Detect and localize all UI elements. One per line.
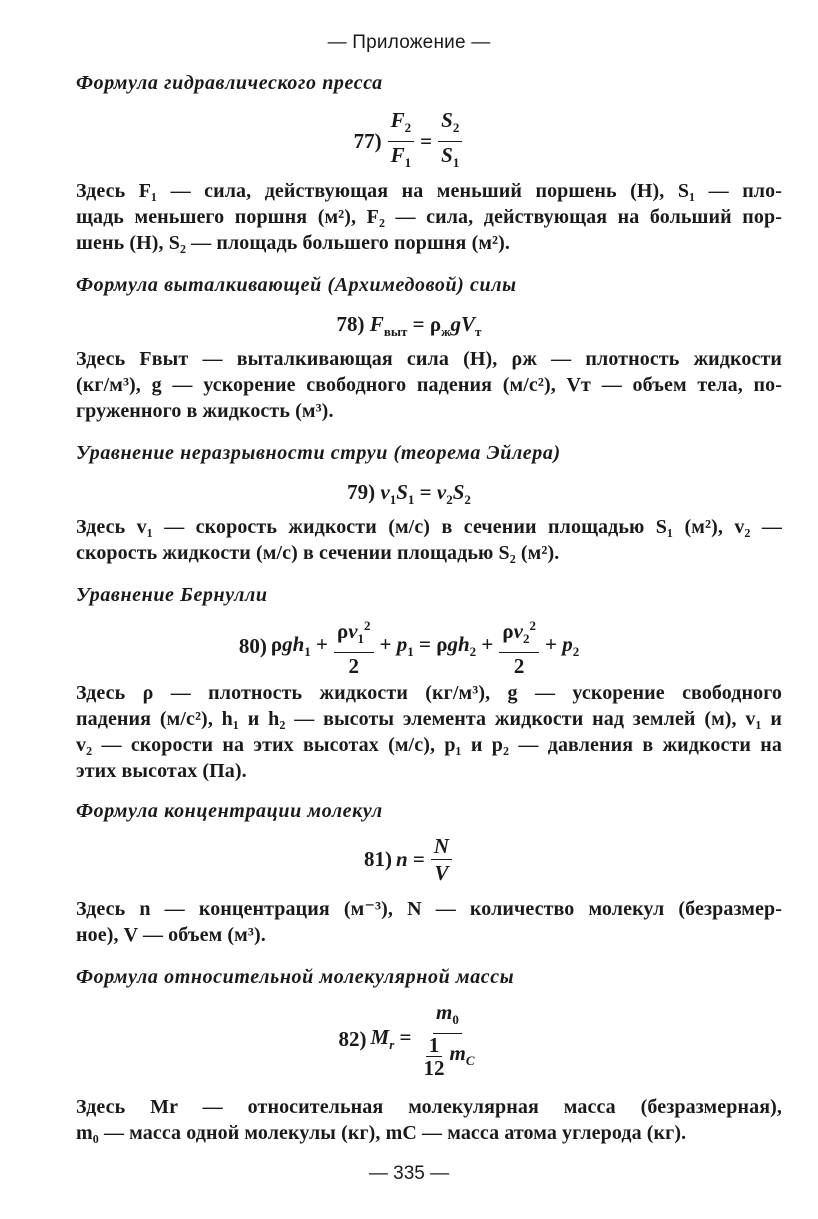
formula-number: 78)	[336, 312, 365, 336]
paragraph-line: груженного в жидкость (м³).	[76, 400, 334, 422]
fraction: $\frac{N}{V}$	[431, 834, 452, 885]
fraction: $\frac{S_2}{S_1}$	[438, 108, 462, 175]
paragraph-line: шень (Н), S₂ — площадь большего поршня (м²).	[76, 232, 511, 254]
formula: 81) n = $\frac{N}{V}$	[0, 834, 818, 885]
paragraph-line: (кг/м³), g — ускорение свободного падения (м/с²), Vт — объем тела, по-	[76, 374, 782, 396]
fraction: $\frac{\rho v_2^2}{2}$	[499, 614, 539, 678]
paragraph-line: v₂ — скорости на этих высотах (м/с), p₁ и p₂ — давления в жидкости на	[76, 734, 782, 756]
paragraph	[76, 514, 782, 566]
section-heading: Формула относительной молекулярной массы	[76, 966, 515, 988]
formula: 79) $v_1S_1 = v_2S_2$	[347, 480, 471, 508]
paragraph	[76, 346, 782, 424]
page-number: — 335 —	[368, 1163, 450, 1184]
paragraph-line: Здесь Fвыт — выталкивающая сила (Н), ρж — плотность жидкости	[76, 348, 782, 370]
paragraph-line: Здесь Mr — относительная молекулярная масса (безразмерная),	[76, 1096, 782, 1118]
paragraph	[76, 680, 782, 784]
formula-number: 82)	[338, 1026, 367, 1051]
paragraph-line: Здесь v₁ — скорость жидкости (м/с) в сечении площадью S₁ (м²), v₂ —	[76, 516, 782, 538]
formula-number: 81)	[363, 847, 392, 871]
formula-number: 80)	[238, 633, 267, 658]
paragraph	[76, 178, 782, 256]
paragraph-line: этих высотах (Па).	[76, 760, 247, 782]
formula: 82) $M_r$ = $m_0$ $\frac{1}{12}$ $m_C$	[0, 1000, 818, 1078]
paragraph-line: падения (м/с²), h₁ и h₂ — высоты элемента жидкости над землей (м), v₁ и	[76, 708, 782, 730]
section-heading: Уравнение неразрывности струи (теорема Эйлера)	[76, 442, 561, 464]
formula-number: 77)	[353, 129, 382, 154]
paragraph-line: щадь меньшего поршня (м²), F₂ — сила, действующая на больший пор-	[76, 206, 782, 228]
paragraph-line: Здесь ρ — плотность жидкости (кг/м³), g — ускорение свободного	[76, 682, 782, 704]
paragraph	[76, 896, 782, 948]
formula: 78) $F_{выт} = \rho_жgV_т$	[336, 312, 482, 340]
fraction: $m_0$ $\frac{1}{12}$ $m_C$	[423, 1000, 475, 1081]
fraction: $\frac{\rho v_1^2}{2}$	[334, 614, 374, 678]
paragraph-line: ное), V — объем (м³).	[76, 924, 266, 946]
fraction: $\frac{F_2}{F_1}$	[388, 108, 415, 175]
section-heading: Формула концентрации молекул	[76, 800, 383, 822]
section-heading: Формула выталкивающей (Архимедовой) силы	[76, 274, 517, 296]
running-head: — Приложение —	[327, 32, 491, 53]
paragraph	[76, 1094, 782, 1146]
section-heading: Уравнение Бернулли	[76, 584, 268, 606]
paragraph-line: m₀ — масса одной молекулы (кг), mC — масса атома углерода (кг).	[76, 1122, 687, 1144]
paragraph-line: Здесь F₁ — сила, действующая на меньший поршень (Н), S₁ — пло-	[76, 180, 782, 202]
section-heading: Формула гидравлического пресса	[76, 72, 383, 94]
formula: 77) $\frac{F_2}{F_1}$ = $\frac{S_2}{S_1}$	[0, 108, 818, 175]
formula: 80) ρgh$_1$ + $\frac{\rho v_1^2}{2}$ + $p_1 = \rho gh_2$ + $\frac{\rho v_2^2}{2}$ + $p_2$	[0, 614, 818, 678]
paragraph-line: скорость жидкости (м/с) в сечении площадью S₂ (м²).	[76, 542, 560, 564]
formula-number: 79)	[347, 480, 376, 504]
paragraph-line: Здесь n — концентрация (м⁻³), N — количество молекул (безразмер-	[76, 898, 782, 920]
